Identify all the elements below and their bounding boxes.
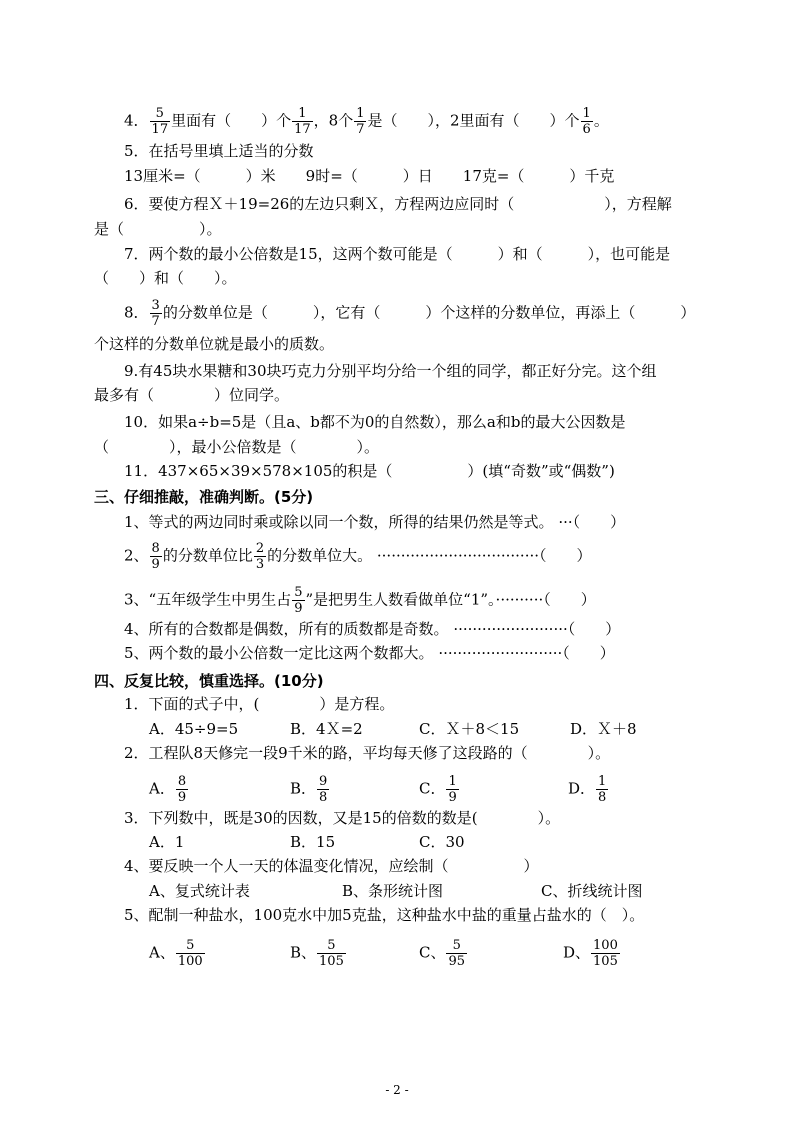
choice-q2-d: D． $\frac{1}{8}$ — [568, 774, 607, 805]
q5-line-1: 5．在括号里填上适当的分数 — [124, 142, 314, 160]
q11-line: 11．437×65×39×578×105的积是（ ）(填“奇数”或“偶数”) — [124, 462, 615, 480]
choice-q2-c: C． $\frac{1}{9}$ — [419, 774, 457, 805]
q8-line-2: 个这样的分数单位就是最小的质数。 — [94, 335, 335, 353]
fraction: $\frac{100}{105}$ — [593, 938, 618, 969]
judge-item-3: 3、“五年级学生中男生占 $\frac{5}{9}$ ”是把男生人数看做单位“1”。··········（ ） — [124, 585, 596, 616]
q9-line-2: 最多有（ ）位同学。 — [94, 386, 290, 404]
q5-line-2: 13厘米=（ ）米 9时=（ ）日 17克=（ ）千克 — [124, 167, 615, 185]
choice-q4-a: A、复式统计表 — [149, 882, 250, 900]
judge-item-2: 2、 $\frac{8}{9}$ 的分数单位比 $\frac{2}{3}$ 的分数单位大。 ··································（ ） — [124, 541, 592, 572]
choice-q2-b: B． $\frac{9}{8}$ — [290, 774, 328, 805]
fraction: $\frac{1}{8}$ — [598, 774, 607, 805]
q9-line-1: 9.有45块水果糖和30块巧克力分别平均分给一个组的同学，都正好分完。这个组 — [124, 362, 657, 380]
choice-q4-c: C、折线统计图 — [541, 882, 643, 900]
choice-q3-a: A．1 — [149, 833, 185, 851]
fraction: $\frac{1}{7}$ — [356, 106, 365, 137]
q7-line-1: 7．两个数的最小公倍数是15，这两个数可能是（ ）和（ ），也可能是 — [124, 245, 671, 263]
choice-q1-c: C．Ｘ＋8＜15 — [419, 720, 520, 738]
fraction: $\frac{5}{17}$ — [151, 106, 169, 137]
fraction: $\frac{5}{105}$ — [319, 938, 344, 969]
fraction: $\frac{9}{8}$ — [319, 774, 328, 805]
q6-line-1: 6．要使方程Ｘ＋19=26的左边只剩Ｘ，方程两边应同时（ ），方程解 — [124, 195, 672, 213]
judge-item-5: 5、两个数的最小公倍数一定比这两个数都大。 ··························（ ） — [124, 644, 615, 662]
fraction: $\frac{1}{17}$ — [294, 106, 311, 137]
section-3-title: 三、仔细推敲，准确判断。(5分) — [94, 488, 314, 506]
q6-line-2: 是（ ）。 — [94, 220, 222, 238]
choice-q4: 4、要反映一个人一天的体温变化情况，应绘制（ ） — [124, 857, 539, 875]
judge-item-4: 4、所有的合数都是偶数，所有的质数都是奇数。 ························（ ） — [124, 620, 621, 638]
choice-q5-d: D、 $\frac{100}{105}$ — [563, 938, 618, 969]
q8-line-1: 8． $\frac{3}{7}$ 的分数单位是（ ），它有（ ）个这样的分数单位，再添上（ ） — [124, 298, 696, 329]
q7-line-2: （ ）和（ ）。 — [94, 269, 237, 287]
fraction: $\frac{5}{95}$ — [448, 938, 466, 969]
choice-q3-c: C．30 — [419, 833, 465, 851]
choice-q4-b: B、条形统计图 — [342, 882, 444, 900]
choice-q5: 5、配制一种盐水，100克水中加5克盐，这种盐水中盐的重量占盐水的（ ）。 — [124, 906, 645, 924]
choice-q3-b: B．15 — [290, 833, 336, 851]
judge-item-1: 1、等式的两边同时乘或除以同一个数，所得的结果仍然是等式。 ···（ ） — [124, 513, 626, 531]
fraction: $\frac{2}{3}$ — [255, 541, 265, 572]
choice-q2-a: A． $\frac{8}{9}$ — [149, 774, 187, 805]
fraction: $\frac{8}{9}$ — [177, 774, 187, 805]
choice-q5-a: A、 $\frac{5}{100}$ — [149, 938, 203, 969]
choice-q5-b: B、 $\frac{5}{105}$ — [290, 938, 344, 969]
fraction: $\frac{1}{9}$ — [448, 774, 457, 805]
q10-line-1: 10．如果a÷b=5是（且a、b都不为0的自然数），那么a和b的最大公因数是 — [124, 413, 626, 431]
fraction: $\frac{8}{9}$ — [151, 541, 160, 572]
fraction: $\frac{3}{7}$ — [151, 298, 160, 329]
q4-line: 4． $\frac{5}{17}$ 里面有（ ）个 $\frac{1}{17}$ ，8个 $\frac{1}{7}$ 是（ ），2里面有（ ）个 $\frac{1}{6}$ 。 — [124, 106, 609, 137]
q10-line-2: （ ），最小公倍数是（ ）。 — [94, 438, 380, 456]
choice-q1-d: D．Ｘ＋8 — [570, 720, 637, 738]
choice-q2: 2．工程队8天修完一段9千米的路，平均每天修了这段路的（ ）。 — [124, 744, 611, 762]
choice-q1-b: B．4Ｘ=2 — [290, 720, 363, 738]
fraction: $\frac{5}{9}$ — [294, 585, 303, 616]
fraction: $\frac{5}{100}$ — [177, 938, 203, 969]
choice-q3: 3．下列数中，既是30的因数，又是15的倍数的数是( ）。 — [124, 809, 561, 827]
choice-q1-a: A．45÷9=5 — [149, 720, 239, 738]
fraction: $\frac{1}{6}$ — [582, 106, 591, 137]
choice-q5-c: C、 $\frac{5}{95}$ — [419, 938, 466, 969]
section-4-title: 四、反复比较，慎重选择。(10分) — [94, 672, 324, 690]
choice-q1: 1．下面的式子中，( ）是方程。 — [124, 695, 395, 713]
page-number: - 2 - — [385, 1083, 409, 1097]
